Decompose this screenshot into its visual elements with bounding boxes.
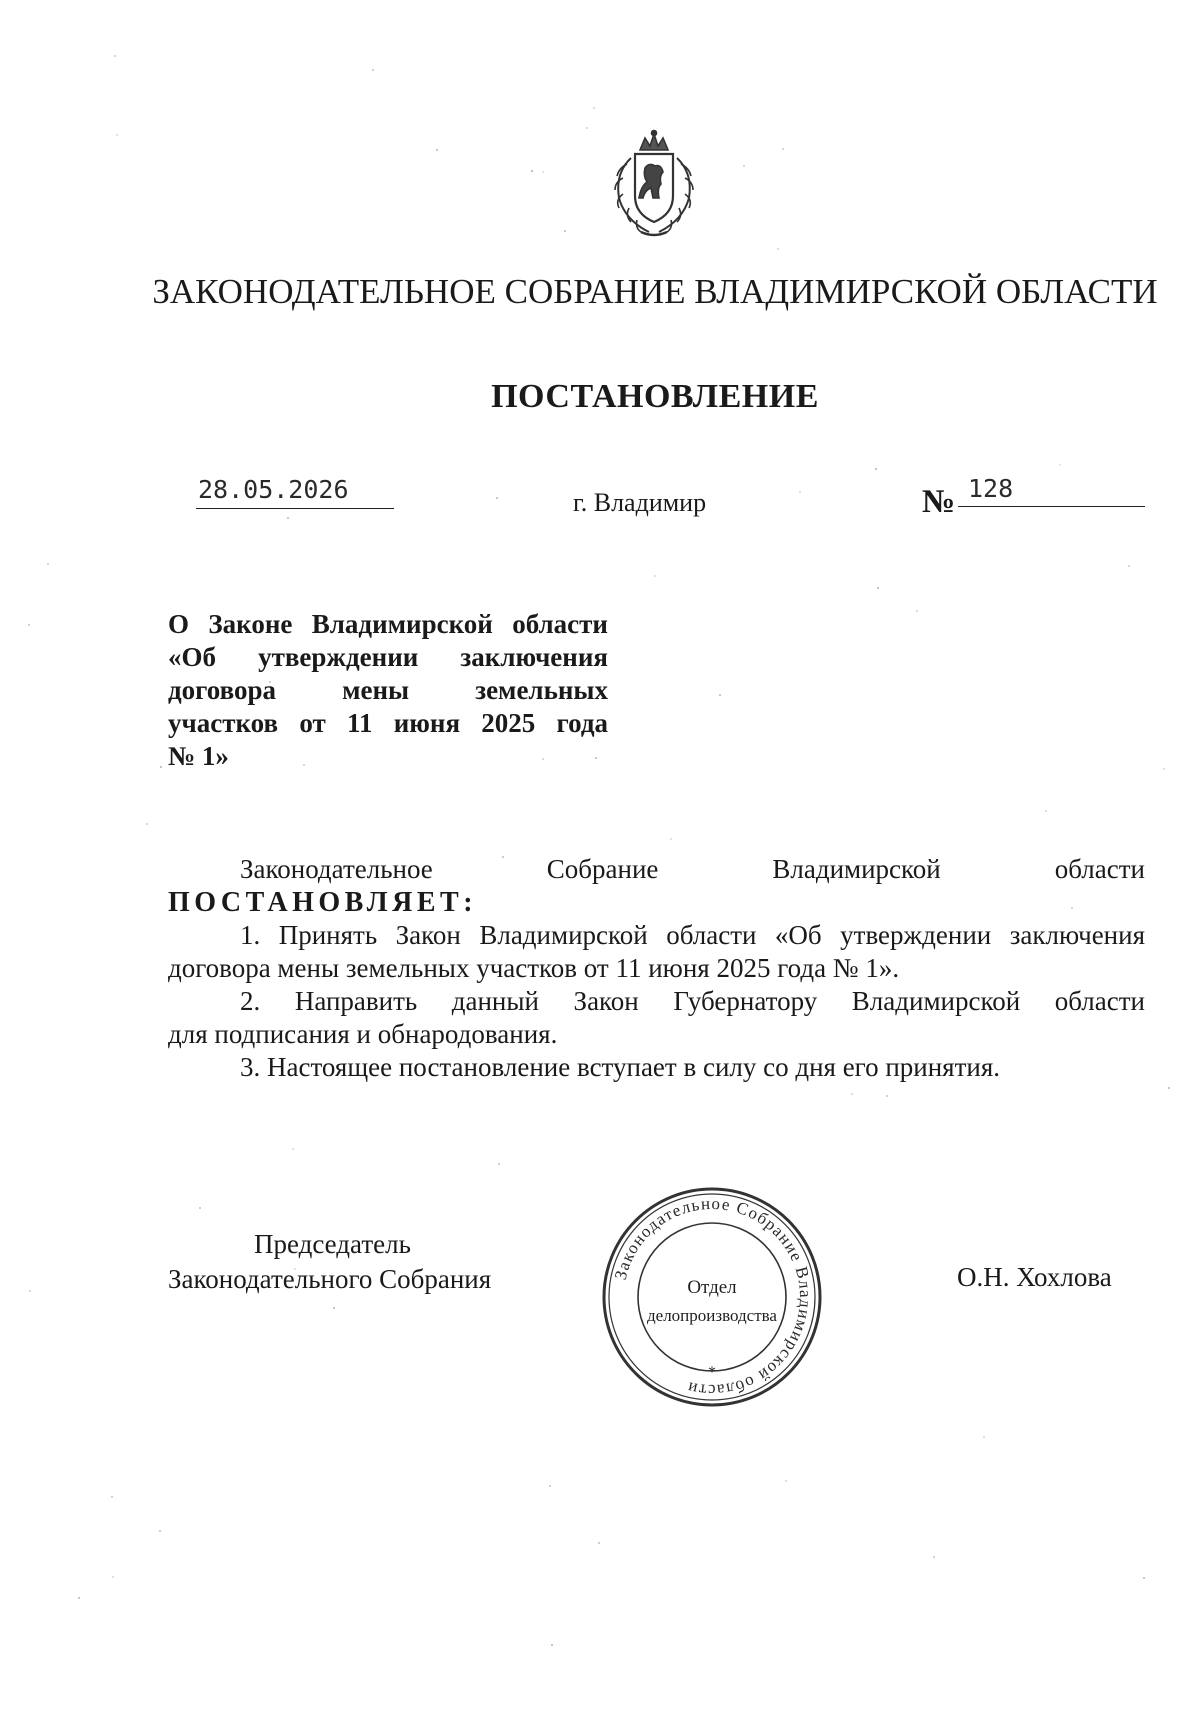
- document-type: ПОСТАНОВЛЕНИЕ: [491, 378, 819, 415]
- official-stamp: [600, 1185, 824, 1409]
- scan-speck: [799, 491, 801, 493]
- subject-line: № 1»: [168, 741, 229, 771]
- scan-speck: [1045, 810, 1047, 812]
- stamp-ring-text: Законодательное Собрание Владимирской области: [610, 1193, 816, 1401]
- coat-of-arms-icon: [605, 128, 703, 240]
- item-3: 3. Настоящее постановление вступает в силу со дня его принятия.: [240, 1052, 1001, 1082]
- scan-speck: [287, 517, 289, 519]
- scan-speck: [1168, 1087, 1170, 1089]
- intro-word: Собрание: [546, 854, 659, 884]
- scan-speck: [933, 1556, 935, 1558]
- position-line-2: Законодательного Собрания: [168, 1264, 492, 1294]
- stamp-center-line-1: Отдел: [687, 1277, 737, 1298]
- scan-speck: [114, 55, 116, 57]
- scan-speck: [531, 170, 533, 172]
- subject-line: участков от 11 июня 2025 года: [168, 708, 608, 738]
- position-line-1: Председатель: [254, 1229, 411, 1259]
- scan-speck: [598, 1542, 600, 1544]
- scan-speck: [78, 1597, 80, 1599]
- subject-line: «Об утверждении заключения: [168, 642, 608, 672]
- scan-speck: [785, 1480, 787, 1482]
- document-body: [168, 853, 1145, 1084]
- item-1-line-1: 1. Принять Закон Владимирской области «Об утверждении заключения: [240, 920, 1145, 950]
- scan-speck: [875, 468, 877, 470]
- scan-speck: [983, 1436, 985, 1438]
- signatory-position: [168, 1227, 491, 1297]
- scan-speck: [670, 838, 672, 840]
- scan-speck: [292, 1148, 294, 1150]
- document-city: г. Владимир: [573, 488, 707, 517]
- scan-speck: [542, 171, 544, 173]
- scan-speck: [654, 575, 656, 577]
- scan-speck: [549, 1485, 551, 1487]
- stamp-center-line-2: делопроизводства: [647, 1306, 777, 1325]
- scan-speck: [28, 624, 30, 626]
- subject-line: договора мены земельных: [168, 675, 608, 705]
- scan-speck: [498, 1163, 500, 1165]
- scan-speck: [47, 563, 49, 565]
- scan-speck: [743, 165, 745, 167]
- scan-speck: [916, 610, 918, 612]
- intro-word: области: [1054, 854, 1145, 884]
- scan-speck: [29, 1290, 31, 1292]
- scan-speck: [333, 1307, 335, 1309]
- scan-speck: [551, 1644, 553, 1646]
- scan-speck: [116, 134, 118, 136]
- scan-speck: [1128, 565, 1130, 567]
- document-date: 28.05.2026: [196, 475, 394, 509]
- intro-line: [168, 853, 1145, 886]
- scan-speck: [586, 127, 588, 129]
- item-1-line-2: договора мены земельных участков от 11 июня 2025 года № 1».: [168, 953, 900, 983]
- scan-speck: [719, 694, 721, 696]
- scan-speck: [851, 1093, 853, 1095]
- scan-speck: [112, 1576, 114, 1578]
- scan-speck: [1163, 768, 1165, 770]
- item-2-line-1: 2. Направить данный Закон Губернатору Владимирской области: [240, 986, 1145, 1016]
- scan-speck: [1059, 464, 1061, 466]
- scan-speck: [782, 148, 784, 150]
- scan-speck: [146, 823, 148, 825]
- scan-speck: [159, 1530, 161, 1532]
- scan-speck: [111, 1496, 113, 1498]
- scan-speck: [877, 587, 879, 589]
- scan-speck: [1143, 1577, 1145, 1579]
- item-2-line-2: для подписания и обнародования.: [168, 1019, 558, 1049]
- scan-speck: [564, 230, 566, 232]
- scan-speck: [160, 766, 162, 768]
- scan-speck: [436, 149, 438, 151]
- document-subject: [168, 608, 608, 773]
- scan-speck: [496, 497, 498, 499]
- scan-speck: [777, 248, 779, 250]
- scan-speck: [372, 69, 374, 71]
- organization-name: ЗАКОНОДАТЕЛЬНОЕ СОБРАНИЕ ВЛАДИМИРСКОЙ ОБЛАСТИ: [152, 272, 1158, 311]
- document-number: 128: [958, 474, 1145, 507]
- stamp-star: *: [708, 1364, 716, 1381]
- scan-speck: [199, 1207, 201, 1209]
- intro-word: Законодательное: [240, 854, 433, 884]
- signatory-name: О.Н. Хохлова: [957, 1262, 1112, 1292]
- scan-speck: [886, 1095, 888, 1097]
- number-sign: №: [922, 484, 956, 520]
- subject-line: О Законе Владимирской области: [168, 609, 608, 639]
- resolves-heading: ПОСТАНОВЛЯЕТ:: [168, 887, 478, 918]
- intro-word: Владимирской: [772, 854, 941, 884]
- scan-speck: [593, 107, 595, 109]
